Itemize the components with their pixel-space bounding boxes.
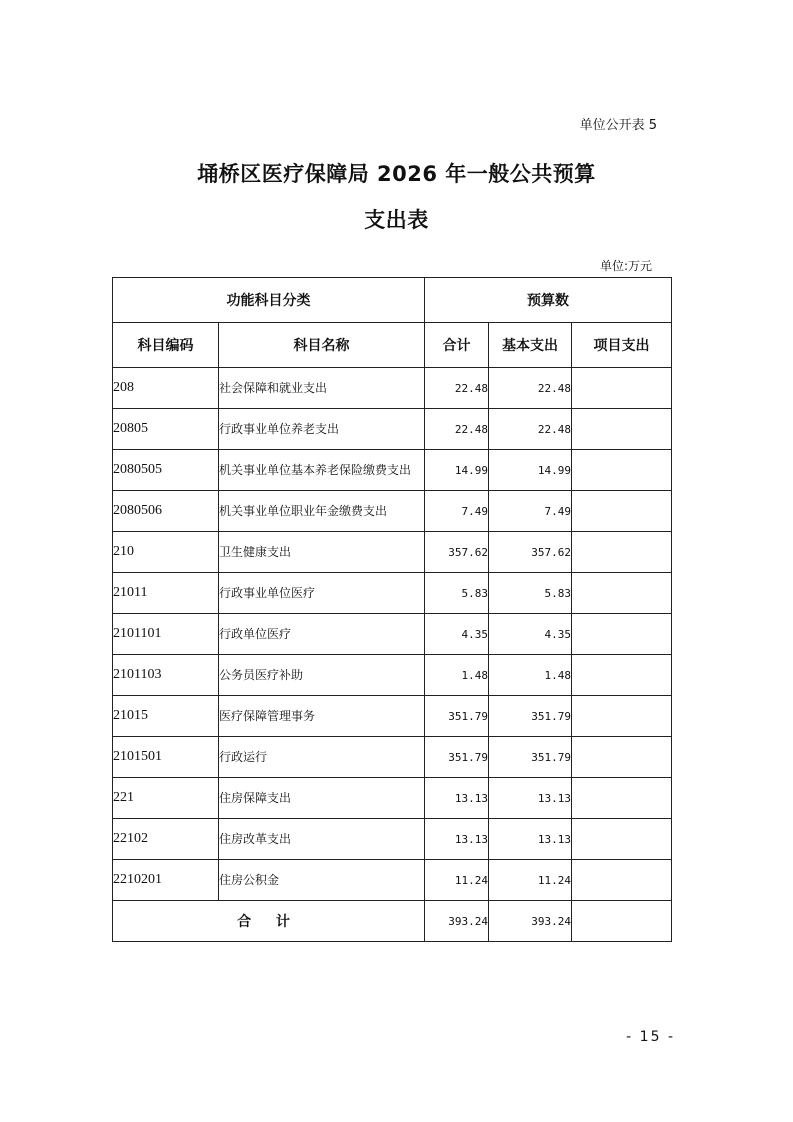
page-number: - 15 - [626, 1029, 675, 1045]
header-group-row [113, 278, 672, 323]
row-total: 4.35 [425, 614, 489, 655]
total-row [113, 901, 672, 942]
row-basic: 4.35 [489, 614, 572, 655]
row-name: 行政运行 [219, 737, 425, 778]
row-basic: 7.49 [489, 491, 572, 532]
row-total: 13.13 [425, 778, 489, 819]
page-subtitle: 支出表 [364, 208, 429, 232]
row-name: 卫生健康支出 [219, 532, 425, 573]
row-project [572, 860, 672, 901]
row-code: 2210201 [113, 860, 219, 901]
total-amount: 393.24 [425, 901, 489, 942]
row-total: 351.79 [425, 696, 489, 737]
header-code: 科目编码 [113, 323, 219, 368]
row-project [572, 532, 672, 573]
row-project [572, 368, 672, 409]
row-total: 11.24 [425, 860, 489, 901]
row-basic: 1.48 [489, 655, 572, 696]
table-row [113, 696, 672, 737]
row-name: 医疗保障管理事务 [219, 696, 425, 737]
row-project [572, 491, 672, 532]
row-code: 2101101 [113, 614, 219, 655]
table-row [113, 614, 672, 655]
row-code: 20805 [113, 409, 219, 450]
form-number: 单位公开表 5 [579, 118, 657, 133]
unit-label: 单位:万元 [599, 259, 652, 273]
row-basic: 351.79 [489, 696, 572, 737]
total-label: 合 计 [113, 901, 425, 942]
row-total: 1.48 [425, 655, 489, 696]
header-column-row [113, 323, 672, 368]
table-row [113, 573, 672, 614]
row-basic: 14.99 [489, 450, 572, 491]
row-basic: 351.79 [489, 737, 572, 778]
table-row [113, 819, 672, 860]
row-basic: 22.48 [489, 409, 572, 450]
row-total: 7.49 [425, 491, 489, 532]
budget-table [112, 277, 672, 942]
row-project [572, 696, 672, 737]
table-row [113, 655, 672, 696]
table-row [113, 409, 672, 450]
row-project [572, 409, 672, 450]
row-project [572, 778, 672, 819]
row-name: 公务员医疗补助 [219, 655, 425, 696]
row-code: 21015 [113, 696, 219, 737]
row-name: 机关事业单位职业年金缴费支出 [219, 491, 425, 532]
row-total: 13.13 [425, 819, 489, 860]
header-func-classification: 功能科目分类 [113, 278, 425, 323]
total-basic: 393.24 [489, 901, 572, 942]
row-code: 210 [113, 532, 219, 573]
row-name: 行政事业单位养老支出 [219, 409, 425, 450]
row-project [572, 819, 672, 860]
row-name: 住房公积金 [219, 860, 425, 901]
header-project: 项目支出 [572, 323, 672, 368]
row-total: 5.83 [425, 573, 489, 614]
row-total: 357.62 [425, 532, 489, 573]
row-name: 行政事业单位医疗 [219, 573, 425, 614]
row-code: 2101501 [113, 737, 219, 778]
row-project [572, 573, 672, 614]
row-name: 机关事业单位基本养老保险缴费支出 [219, 450, 425, 491]
row-basic: 13.13 [489, 819, 572, 860]
row-code: 2080505 [113, 450, 219, 491]
row-code: 2080506 [113, 491, 219, 532]
row-total: 14.99 [425, 450, 489, 491]
row-basic: 5.83 [489, 573, 572, 614]
table-row [113, 368, 672, 409]
row-code: 221 [113, 778, 219, 819]
row-code: 21011 [113, 573, 219, 614]
header-name: 科目名称 [219, 323, 425, 368]
page-title: 埇桥区医疗保障局 2026 年一般公共预算 [197, 162, 596, 186]
row-code: 208 [113, 368, 219, 409]
row-code: 22102 [113, 819, 219, 860]
table-row [113, 450, 672, 491]
row-project [572, 655, 672, 696]
row-total: 22.48 [425, 368, 489, 409]
row-name: 行政单位医疗 [219, 614, 425, 655]
row-total: 351.79 [425, 737, 489, 778]
row-basic: 13.13 [489, 778, 572, 819]
row-basic: 22.48 [489, 368, 572, 409]
row-name: 社会保障和就业支出 [219, 368, 425, 409]
header-budget-amount: 预算数 [425, 278, 672, 323]
row-code: 2101103 [113, 655, 219, 696]
row-name: 住房改革支出 [219, 819, 425, 860]
row-project [572, 614, 672, 655]
table-row [113, 737, 672, 778]
row-basic: 11.24 [489, 860, 572, 901]
table-row [113, 491, 672, 532]
row-total: 22.48 [425, 409, 489, 450]
table-row [113, 860, 672, 901]
table-row [113, 532, 672, 573]
header-total: 合计 [425, 323, 489, 368]
row-name: 住房保障支出 [219, 778, 425, 819]
header-basic: 基本支出 [489, 323, 572, 368]
row-project [572, 450, 672, 491]
table-row [113, 778, 672, 819]
row-basic: 357.62 [489, 532, 572, 573]
total-project [572, 901, 672, 942]
row-project [572, 737, 672, 778]
